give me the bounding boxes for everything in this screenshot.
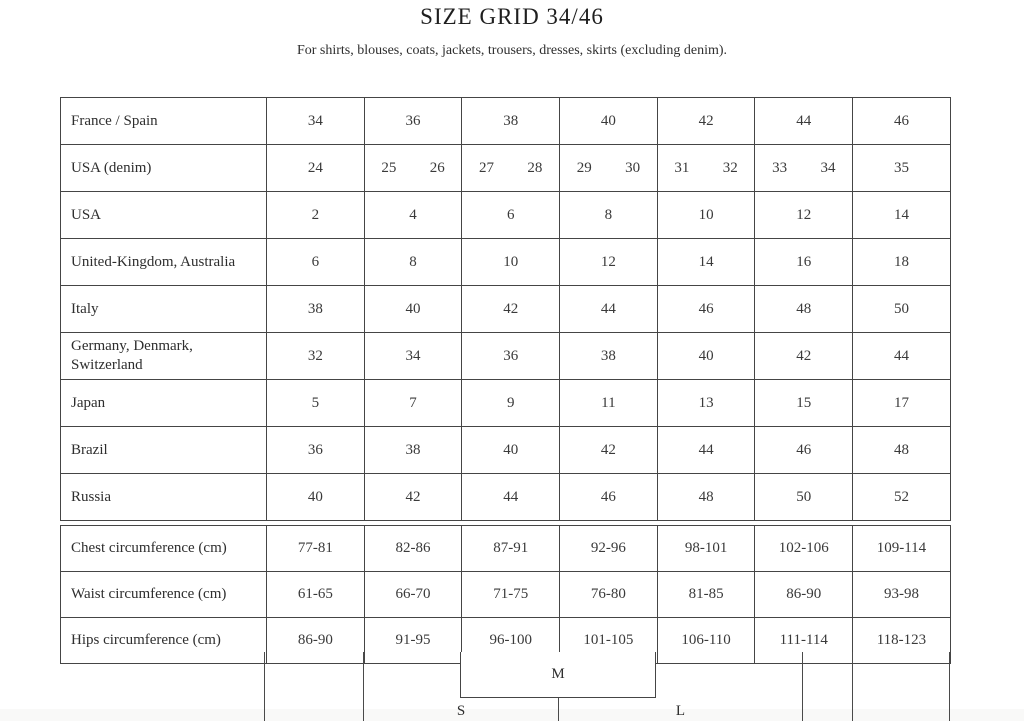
value-cell: 38 (560, 333, 658, 380)
page-subtitle: For shirts, blouses, coats, jackets, trousers, dresses, skirts (excluding denim). (296, 43, 728, 58)
value-cell: 50 (853, 286, 951, 333)
value-cell: 16 (755, 239, 853, 286)
value-cell: 6 (267, 239, 365, 286)
value-cell: 106-110 (657, 618, 755, 664)
size-value: 29 (576, 159, 592, 176)
table-row (61, 526, 951, 572)
size-conversion-table (60, 97, 951, 521)
value-cell: 13 (657, 380, 755, 427)
value-cell: 24 (267, 145, 365, 192)
row-label: Brazil (61, 427, 267, 474)
value-cell: 7 (364, 380, 462, 427)
value-cell: 98-101 (657, 526, 755, 572)
page-title: SIZE GRID 34/46 (420, 4, 604, 29)
value-cell: 46 (560, 474, 658, 521)
size-value: 28 (527, 159, 543, 176)
size-value: 26 (429, 159, 445, 176)
table-row (61, 145, 951, 192)
value-cell: 50 (755, 474, 853, 521)
value-cell: 14 (657, 239, 755, 286)
row-label: France / Spain (61, 98, 267, 145)
row-label: USA (61, 192, 267, 239)
row-label: Germany, Denmark, Switzerland (61, 333, 267, 380)
value-cell: 61-65 (267, 572, 365, 618)
value-cell: 15 (755, 380, 853, 427)
value-cell: 36 (462, 333, 560, 380)
value-cell: 102-106 (755, 526, 853, 572)
value-cell: 81-85 (657, 572, 755, 618)
value-cell: 42 (560, 427, 658, 474)
row-label: USA (denim) (61, 145, 267, 192)
value-cell: 9 (462, 380, 560, 427)
value-cell: 44 (462, 474, 560, 521)
table-row (61, 98, 951, 145)
letter-size-m-box: M (460, 652, 656, 698)
value-cell: 40 (560, 98, 658, 145)
table-row (61, 380, 951, 427)
row-label: United-Kingdom, Australia (61, 239, 267, 286)
letter-size-l-label: L (675, 703, 686, 719)
value-cell: 32 (267, 333, 365, 380)
value-cell: 34 (364, 333, 462, 380)
value-cell: 46 (657, 286, 755, 333)
value-cell: 40 (267, 474, 365, 521)
grid-line (949, 652, 950, 721)
letter-size-s-label: S (456, 703, 466, 719)
size-value: 32 (722, 159, 738, 176)
table-row (61, 286, 951, 333)
value-cell: 2 (267, 192, 365, 239)
value-cell (560, 145, 658, 192)
size-value: 31 (674, 159, 690, 176)
value-cell: 38 (267, 286, 365, 333)
value-cell: 40 (364, 286, 462, 333)
value-cell: 18 (853, 239, 951, 286)
value-cell: 44 (755, 98, 853, 145)
value-cell: 48 (755, 286, 853, 333)
value-cell: 91-95 (364, 618, 462, 664)
value-cell: 44 (560, 286, 658, 333)
value-cell: 11 (560, 380, 658, 427)
value-cell (462, 145, 560, 192)
value-cell: 10 (462, 239, 560, 286)
grid-line (264, 652, 265, 721)
size-value: 33 (772, 159, 788, 176)
value-cell: 38 (364, 427, 462, 474)
value-cell: 35 (853, 145, 951, 192)
value-cell: 36 (364, 98, 462, 145)
value-cell: 52 (853, 474, 951, 521)
value-cell: 12 (560, 239, 658, 286)
value-cell: 44 (853, 333, 951, 380)
value-cell: 87-91 (462, 526, 560, 572)
value-cell: 82-86 (364, 526, 462, 572)
body-measurement-table-body (61, 526, 951, 664)
value-cell: 40 (657, 333, 755, 380)
size-value: 25 (381, 159, 397, 176)
value-cell: 77-81 (267, 526, 365, 572)
value-cell: 40 (462, 427, 560, 474)
value-cell: 96-100 (462, 618, 560, 664)
value-cell: 8 (560, 192, 658, 239)
value-cell: 36 (267, 427, 365, 474)
value-cell: 6 (462, 192, 560, 239)
value-cell: 42 (755, 333, 853, 380)
value-cell: 34 (267, 98, 365, 145)
value-cell (364, 145, 462, 192)
table-row (61, 427, 951, 474)
value-cell: 92-96 (560, 526, 658, 572)
size-value: 34 (820, 159, 836, 176)
value-cell: 66-70 (364, 572, 462, 618)
body-measurement-table (60, 525, 951, 664)
value-cell: 42 (462, 286, 560, 333)
table-row (61, 192, 951, 239)
table-row (61, 474, 951, 521)
value-cell: 8 (364, 239, 462, 286)
value-cell: 4 (364, 192, 462, 239)
value-cell: 46 (853, 98, 951, 145)
value-cell: 93-98 (853, 572, 951, 618)
value-cell: 111-114 (755, 618, 853, 664)
row-label: Japan (61, 380, 267, 427)
value-cell (657, 145, 755, 192)
value-cell: 46 (755, 427, 853, 474)
value-cell: 109-114 (853, 526, 951, 572)
value-cell: 17 (853, 380, 951, 427)
value-cell: 86-90 (755, 572, 853, 618)
value-cell: 101-105 (560, 618, 658, 664)
row-label: Russia (61, 474, 267, 521)
value-cell: 86-90 (267, 618, 365, 664)
value-cell: 48 (853, 427, 951, 474)
table-row (61, 572, 951, 618)
table-row (61, 239, 951, 286)
value-cell: 38 (462, 98, 560, 145)
value-cell: 71-75 (462, 572, 560, 618)
size-conversion-table-body (61, 98, 951, 521)
value-cell: 42 (657, 98, 755, 145)
row-label: Waist circumference (cm) (61, 572, 267, 618)
size-value: 27 (479, 159, 495, 176)
value-cell: 118-123 (853, 618, 951, 664)
grid-line (852, 652, 853, 721)
value-cell: 12 (755, 192, 853, 239)
value-cell: 10 (657, 192, 755, 239)
value-cell: 44 (657, 427, 755, 474)
value-cell: 5 (267, 380, 365, 427)
value-cell: 14 (853, 192, 951, 239)
row-label: Italy (61, 286, 267, 333)
value-cell: 42 (364, 474, 462, 521)
value-cell: 76-80 (560, 572, 658, 618)
table-row (61, 333, 951, 380)
row-label: Hips circumference (cm) (61, 618, 267, 664)
value-cell (755, 145, 853, 192)
size-value: 30 (625, 159, 641, 176)
row-label: Chest circumference (cm) (61, 526, 267, 572)
value-cell: 48 (657, 474, 755, 521)
